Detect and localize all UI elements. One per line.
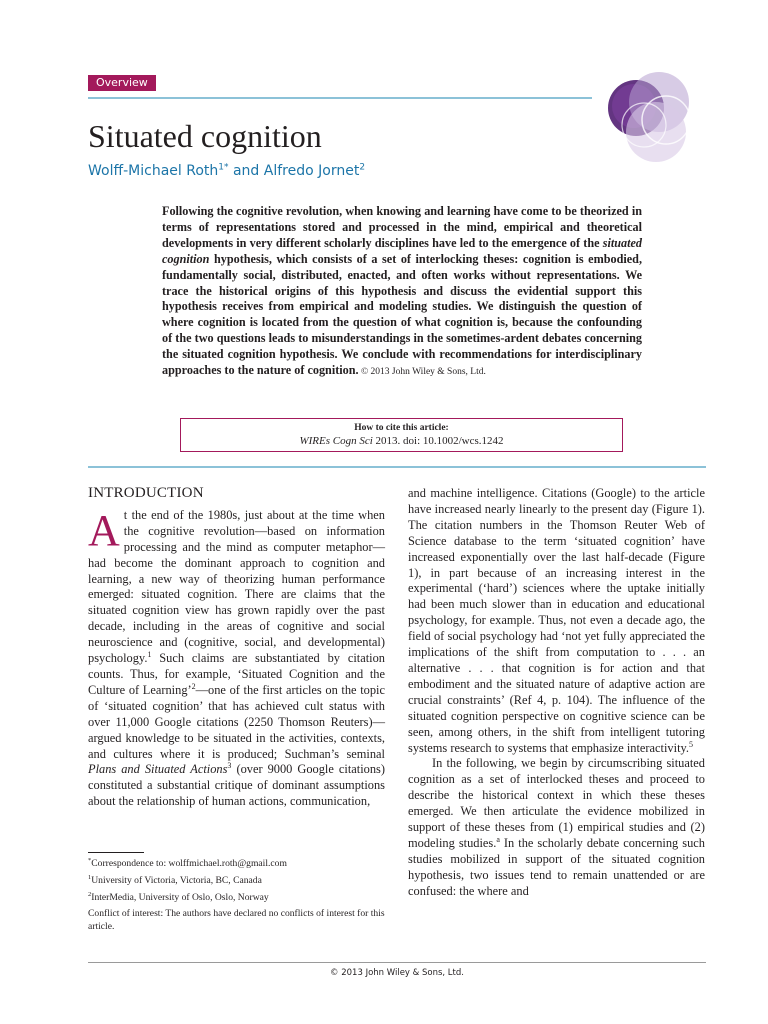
- endnote-a[interactable]: a: [496, 834, 500, 844]
- right-text-a: and machine intelligence. Citations (Google) to the article have increased nearly linearly to the present day (Figure 1). The citation numbers in the Thomson Reuter Web of Science database to the term ‘situated cognition’ have increased exponentially over the last half-decade (Figure 1), in part because of an increasing interest in the experimental (‘hard’) sciences where the uptake initially had been much slower than in education and educational psychology, for example. Thus, not even a decade ago, the field of social psychology had ‘not yet fully appreciated the implications of the shift from computation to . . . an alternative . . . that cognition is for action and that embodiment and the situated nature of adaptive action are crucial constraints’ (Ref 4, p. 104). The influence of the situated cognition perspective on cognitive science can be seen, among others, in the shift from intelligent tutoring systems research to systems that emphasize interactivity.: [408, 486, 705, 755]
- footnotes: [88, 858, 385, 938]
- intro-book-title: Plans and Situated Actions: [88, 762, 228, 777]
- left-column: [88, 486, 385, 810]
- reference-1[interactable]: 1: [147, 649, 152, 659]
- right-text-c: In the scholarly debate concerning such studies mobilized in support of the situated cognition hypothesis, two issues tend to remain unattended or are confused: the where and: [408, 835, 705, 898]
- header-divider: [88, 97, 592, 99]
- section-divider: [88, 466, 706, 468]
- affiliation-1-text: University of Victoria, Victoria, BC, Canada: [91, 874, 262, 886]
- intro-text-b: Such claims are substantiated by citation counts. Thus, for example, ‘Situated Cognition and the Culture of Learning’: [88, 651, 385, 697]
- abstract-emphasis: situated cognition: [162, 235, 642, 266]
- article-type-badge: Overview: [88, 75, 156, 91]
- section-heading-introduction: INTRODUCTION: [88, 485, 204, 501]
- conflict-of-interest: Conflict of interest: The authors have declared no conflicts of interest for this article.: [88, 908, 385, 933]
- abstract-part-2: hypothesis, which consists of a set of interlocking theses: cognition is embodied, fundamentally social, distributed, enacted, and often works without representations. We trace the historical origins of this hypothesis and discuss the evidential support this hypothesis receives from empirical and modeling studies. We distinguish the question of where cognition is located from the question of what cognition is, because the confounding of the two questions leads to misunderstandings in the sometimes-ardent debates concerning the situated cognition hypothesis. We conclude with recommendations for interdisciplinary approaches to the nature of cognition.: [162, 251, 642, 378]
- citation-heading: How to cite this article:: [354, 423, 449, 433]
- affiliation-2: [88, 892, 385, 905]
- article-title: Situated cognition: [88, 118, 322, 154]
- drop-cap: A: [88, 505, 120, 555]
- abstract-copyright: © 2013 John Wiley & Sons, Ltd.: [358, 367, 486, 378]
- affiliation-1-mark: 1: [88, 873, 92, 881]
- right-text-b: In the following, we begin by circumscribing situated cognition as a set of interlocked theses and proceed to describe the historical context in which these theses emerged. We then articulate the evidence mobilized in support of these theses from (1) empirical studies and (2) modeling studies.: [408, 756, 705, 850]
- abstract: [162, 204, 642, 381]
- affiliation-2-text: InterMedia, University of Oslo, Oslo, Norway: [91, 891, 269, 903]
- author-line: [88, 163, 365, 179]
- citation-box: [180, 418, 623, 452]
- right-column: [408, 486, 705, 900]
- reference-3[interactable]: 3: [227, 761, 232, 771]
- reference-5[interactable]: 5: [689, 739, 694, 749]
- author-1: Wolff-Michael Roth: [88, 163, 219, 179]
- footnote-divider: [88, 852, 144, 853]
- correspondence-mark: *: [88, 856, 92, 864]
- citation-details: 2013. doi: 10.1002/wcs.1242: [372, 435, 504, 447]
- author-2-affiliation-mark: 2: [359, 162, 366, 173]
- author-1-affiliation-mark: 1*: [218, 162, 229, 173]
- journal-logo-icon: [604, 70, 704, 170]
- intro-text-a: t the end of the 1980s, just about at the time when the cognitive revolution—based on information processing and the mind as computer metaphor—had become the dominant approach to cognition and learning, a new way of theorizing human performance emerged: situated cognition. There are claims that the situated cognition view has grown rapidly over the past decade, including in the areas of cognitive and social neuroscience and (cognitive, social, and developmental) psychology.: [88, 507, 385, 666]
- correspondence-email[interactable]: Correspondence to: wolffmichael.roth@gmail.com: [91, 858, 287, 869]
- intro-text-d: (over 9000 Google citations) constituted a substantial critique of dominant assumptions about the relationship of human actions, communication,: [88, 762, 385, 809]
- footer-divider: [88, 962, 706, 963]
- abstract-part-1: Following the cognitive revolution, when knowing and learning have come to be theorized in terms of representations stored and processed in the mind, empirical and theoretical developments in very different scholarly disciplines have led to the emergence of the: [162, 204, 642, 250]
- intro-paragraph-1: [88, 505, 385, 810]
- affiliation-2-mark: 2: [88, 890, 92, 898]
- intro-paragraph-2: [408, 756, 705, 899]
- affiliation-1: [88, 875, 385, 888]
- intro-text-c: —one of the first articles on the topic of ‘situated cognition’ that has achieved cult status with over 11,000 Google citations (2250 Thomson Reuters)—argued knowledge to be situated in the activities, contexts, and cultures where it is produced; Suchman’s seminal: [88, 682, 385, 761]
- reference-2[interactable]: 2: [191, 681, 196, 691]
- author-2: Alfredo Jornet: [263, 163, 360, 179]
- author-conjunction: and: [228, 163, 264, 179]
- intro-paragraph-continued: [408, 486, 705, 756]
- citation-journal: WIREs Cogn Sci: [299, 435, 373, 447]
- correspondence-note: [88, 858, 385, 871]
- page-footer: © 2013 John Wiley & Sons, Ltd.: [330, 968, 464, 978]
